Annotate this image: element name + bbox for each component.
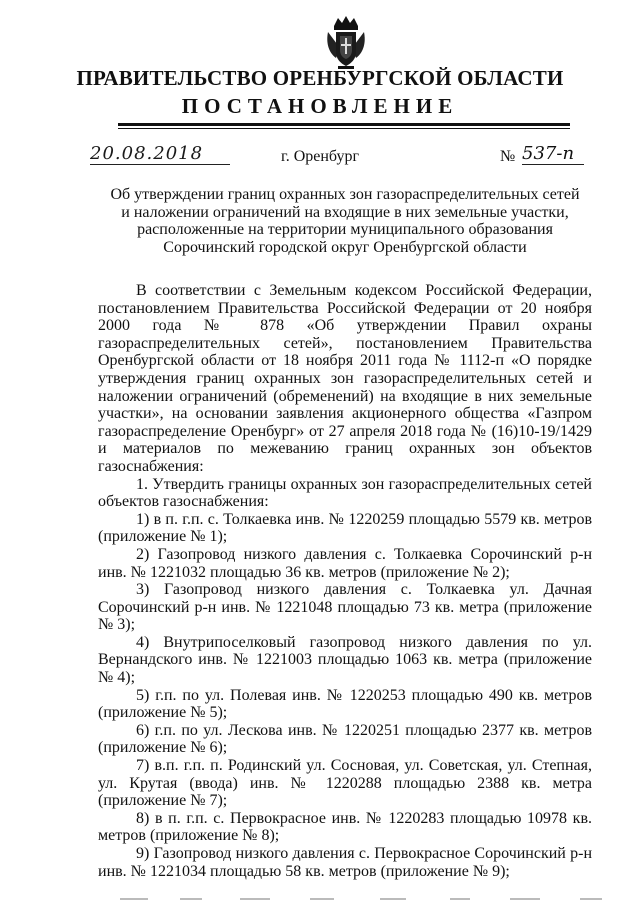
list-item: 7) в.п. г.п. п. Родинский ул. Сосновая, ул. Советская, ул. Степная, ул. Крутая (ввода) инв. № 1220288 площадью 2388 кв. метра (приложение № 7); bbox=[98, 757, 592, 810]
list-item: 9) Газопровод низкого давления с. Первокрасное Сорочинский р-н инв. № 1221034 площадью 58 кв. метров (приложение № 9); bbox=[98, 845, 592, 880]
subject-line: Сорочинский городской округ Оренбургской области bbox=[163, 238, 527, 256]
header-rule-thick bbox=[118, 123, 570, 126]
list-item: 5) г.п. по ул. Полевая инв. № 1220253 площадью 490 кв. метров (приложение № 5); bbox=[98, 686, 592, 722]
list-item: 6) г.п. по ул. Лескова инв. № 1220251 площадью 2377 кв. метров (приложение № 6); bbox=[98, 721, 592, 757]
subject-line: и наложении ограничений на входящие в них земельные участки, bbox=[121, 203, 569, 221]
list-item: 2) Газопровод низкого давления с. Толкаевка Сорочинский р-н инв. № 1221032 площадью 36 кв. метров (приложение № 2); bbox=[98, 545, 592, 581]
list-item: 4) Внутрипоселковый газопровод низкого давления по ул. Вернандского инв. № 1221003 площадью 1063 кв. метра (приложение № 4); bbox=[98, 633, 592, 687]
document-date: 20.08.2018 bbox=[90, 144, 230, 165]
header-rule-thin bbox=[118, 128, 570, 129]
subject-line: Об утверждении границ охранных зон газораспределительных сетей bbox=[110, 186, 580, 203]
list-item: 1) в п. г.п. с. Толкаевка инв. № 1220259 площадью 5579 кв. метров (приложение № 1); bbox=[98, 510, 592, 546]
preamble-paragraph: В соответствии с Земельным кодексом Российской Федерации, постановлением Правительства Российской Федерации от 20 ноября 2000 года № 878 «Об утверждении Правил охраны газораспределительных сетей», постановлением Правительства Оренбургской области от 18 ноября 2011 года № 1112-п «О порядке утверждения границ охранных зон газораспределительных сетей и наложении ограничений (обременений) на входящие в них земельные участки», на основании заявления акционерного общества «Газпром газораспределение Оренбург» от 27 апреля 2018 года № (16)10-19/1429 и материалов по межеванию границ охранных зон объектов газоснабжения: bbox=[98, 282, 592, 475]
list-item: 3) Газопровод низкого давления с. Толкаевка ул. Дачная Сорочинский р-н инв. № 1221048 площадью 73 кв. метра (приложение № 3); bbox=[98, 581, 592, 634]
government-title: ПРАВИТЕЛЬСТВО ОРЕНБУРГСКОЙ ОБЛАСТИ bbox=[76, 66, 564, 90]
document-city: г. Оренбург bbox=[280, 148, 360, 165]
number-label: № bbox=[500, 148, 516, 165]
clause-1: 1. Утвердить границы охранных зон газораспределительных сетей объектов газоснабжения: bbox=[98, 475, 592, 511]
document-number: 537-п bbox=[522, 144, 584, 165]
scan-artifact-marks bbox=[110, 896, 610, 902]
document-type: ПОСТАНОВЛЕНИЕ bbox=[181, 94, 459, 118]
document-subject bbox=[90, 186, 600, 256]
subject-line: расположенные на территории муниципального образования bbox=[137, 221, 553, 238]
coat-of-arms-icon bbox=[324, 14, 368, 72]
list-item: 8) в п. г.п. с. Первокрасное инв. № 1220283 площадью 10978 кв. метров (приложение № 8); bbox=[98, 809, 592, 845]
document-body bbox=[98, 282, 592, 880]
